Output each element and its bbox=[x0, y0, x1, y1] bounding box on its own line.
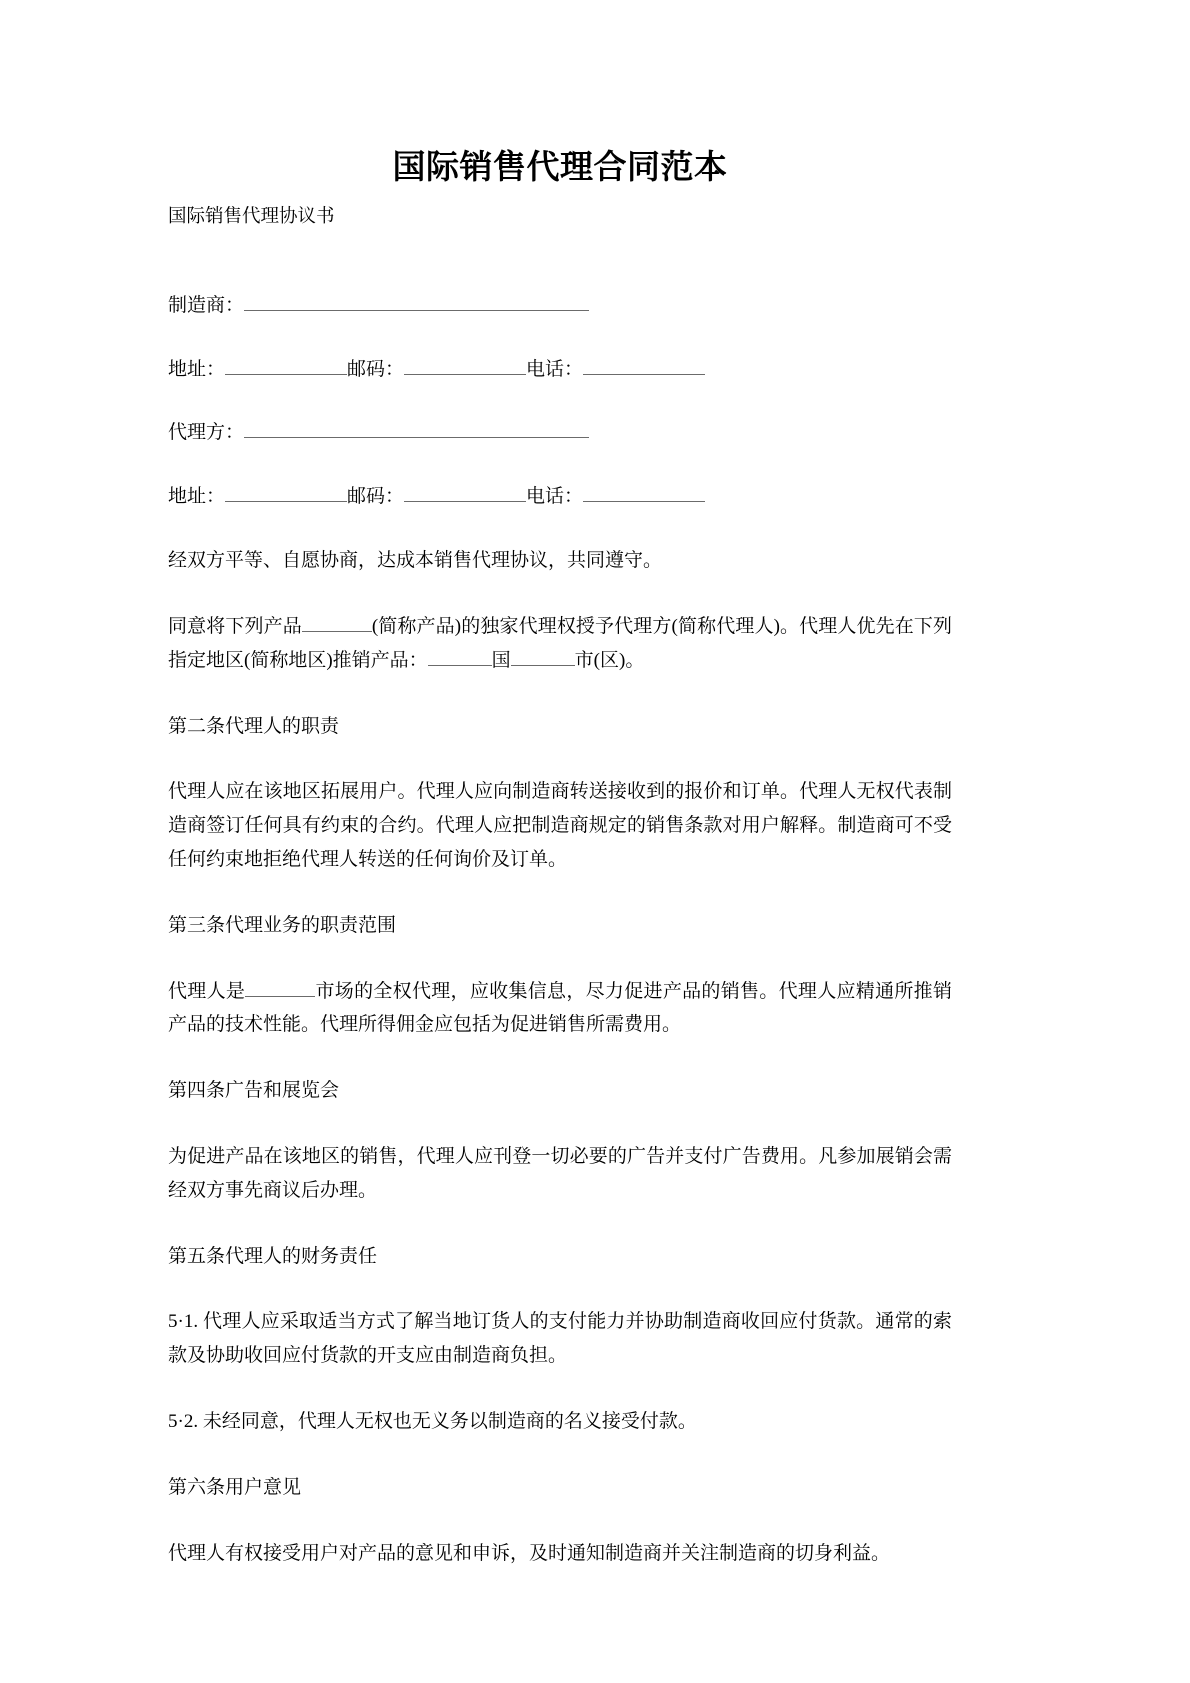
spacer bbox=[168, 386, 952, 416]
phone-label: 电话： bbox=[526, 358, 584, 380]
spacer bbox=[168, 450, 952, 480]
product-name-blank[interactable] bbox=[302, 613, 372, 632]
document-body bbox=[168, 0, 952, 1571]
spacer bbox=[168, 1373, 952, 1405]
section-heading-3: 第三条代理业务的职责范围 bbox=[168, 914, 397, 936]
section-5-item-2: 5·2. 未经同意，代理人无权也无义务以制造商的名义接受付款。 bbox=[168, 1411, 697, 1433]
manufacturer-contact-row bbox=[168, 353, 952, 387]
spacer bbox=[168, 578, 952, 610]
manufacturer-field-row bbox=[168, 289, 952, 323]
address-label: 地址： bbox=[168, 486, 226, 508]
agent-field-row bbox=[168, 416, 952, 450]
spacer bbox=[168, 678, 952, 710]
manufacturer-input-blank[interactable] bbox=[244, 290, 589, 311]
postcode-label: 邮码： bbox=[347, 486, 405, 508]
grant-text-part-2: (简称产品)的独家代理权授予代理方(简称代理人)。代理人优先在下列指定地区(简称地区)推销产品： bbox=[168, 615, 952, 671]
agent-phone-input-blank[interactable] bbox=[583, 481, 705, 502]
spacer bbox=[168, 233, 952, 289]
address-input-blank[interactable] bbox=[225, 354, 347, 375]
spacer bbox=[168, 943, 952, 975]
section-5-item-1: 5·1. 代理人应采取适当方式了解当地订货人的支付能力并协助制造商收回应付货款。通常的索款及协助收回应付货款的开支应由制造商负担。 bbox=[168, 1311, 952, 1367]
country-blank[interactable] bbox=[428, 647, 492, 666]
section-heading-6: 第六条用户意见 bbox=[168, 1476, 302, 1498]
spacer bbox=[168, 743, 952, 775]
spacer bbox=[168, 323, 952, 353]
section-body-3 bbox=[168, 975, 952, 1043]
city-blank[interactable] bbox=[511, 647, 575, 666]
phone-label: 电话： bbox=[526, 486, 584, 508]
section-3-text-part-2: 市场的全权代理，应收集信息，尽力促进产品的销售。代理人应精通所推销产品的技术性能。代理所得佣金应包括为促进销售所需费用。 bbox=[168, 980, 952, 1036]
agent-input-blank[interactable] bbox=[244, 418, 589, 439]
section-heading-4: 第四条广告和展览会 bbox=[168, 1080, 340, 1102]
address-label: 地址： bbox=[168, 358, 226, 380]
spacer bbox=[168, 1273, 952, 1305]
manufacturer-label: 制造商： bbox=[168, 294, 245, 316]
spacer bbox=[168, 877, 952, 909]
section-heading-2: 第二条代理人的职责 bbox=[168, 715, 340, 737]
spacer bbox=[168, 1439, 952, 1471]
grant-text-part-3: 国 bbox=[491, 649, 511, 671]
spacer bbox=[168, 1042, 952, 1074]
agent-postcode-input-blank[interactable] bbox=[404, 481, 526, 502]
postcode-input-blank[interactable] bbox=[404, 354, 526, 375]
postcode-label: 邮码： bbox=[347, 358, 405, 380]
agent-contact-row bbox=[168, 480, 952, 514]
section-heading-5: 第五条代理人的财务责任 bbox=[168, 1245, 378, 1267]
spacer bbox=[168, 1108, 952, 1140]
document-subtitle: 国际销售代理协议书 bbox=[168, 207, 335, 228]
market-name-blank[interactable] bbox=[245, 978, 315, 997]
agent-label: 代理方： bbox=[168, 422, 245, 444]
agent-address-input-blank[interactable] bbox=[225, 481, 347, 502]
section-body-2: 代理人应在该地区拓展用户。代理人应向制造商转送接收到的报价和订单。代理人无权代表制造商签订任何具有约束的合约。代理人应把制造商规定的销售条款对用户解释。制造商可不受任何约束地拒绝代理人转送的任何询价及订单。 bbox=[168, 781, 952, 870]
grant-text-part-4: 市(区)。 bbox=[574, 649, 645, 671]
grant-paragraph bbox=[168, 610, 952, 678]
section-body-4: 为促进产品在该地区的销售，代理人应刊登一切必要的广告并支付广告费用。凡参加展销会需经双方事先商议后办理。 bbox=[168, 1146, 952, 1201]
section-3-text-part-1: 代理人是 bbox=[168, 980, 246, 1002]
phone-input-blank[interactable] bbox=[583, 354, 705, 375]
grant-text-part-1: 同意将下列产品 bbox=[168, 615, 302, 637]
page-title: 国际销售代理合同范本 bbox=[392, 150, 728, 186]
spacer bbox=[168, 514, 952, 544]
intro-paragraph: 经双方平等、自愿协商，达成本销售代理协议，共同遵守。 bbox=[168, 550, 663, 572]
spacer bbox=[168, 1208, 952, 1240]
section-body-6: 代理人有权接受用户对产品的意见和申诉，及时通知制造商并关注制造商的切身利益。 bbox=[168, 1542, 891, 1564]
spacer bbox=[168, 1505, 952, 1537]
